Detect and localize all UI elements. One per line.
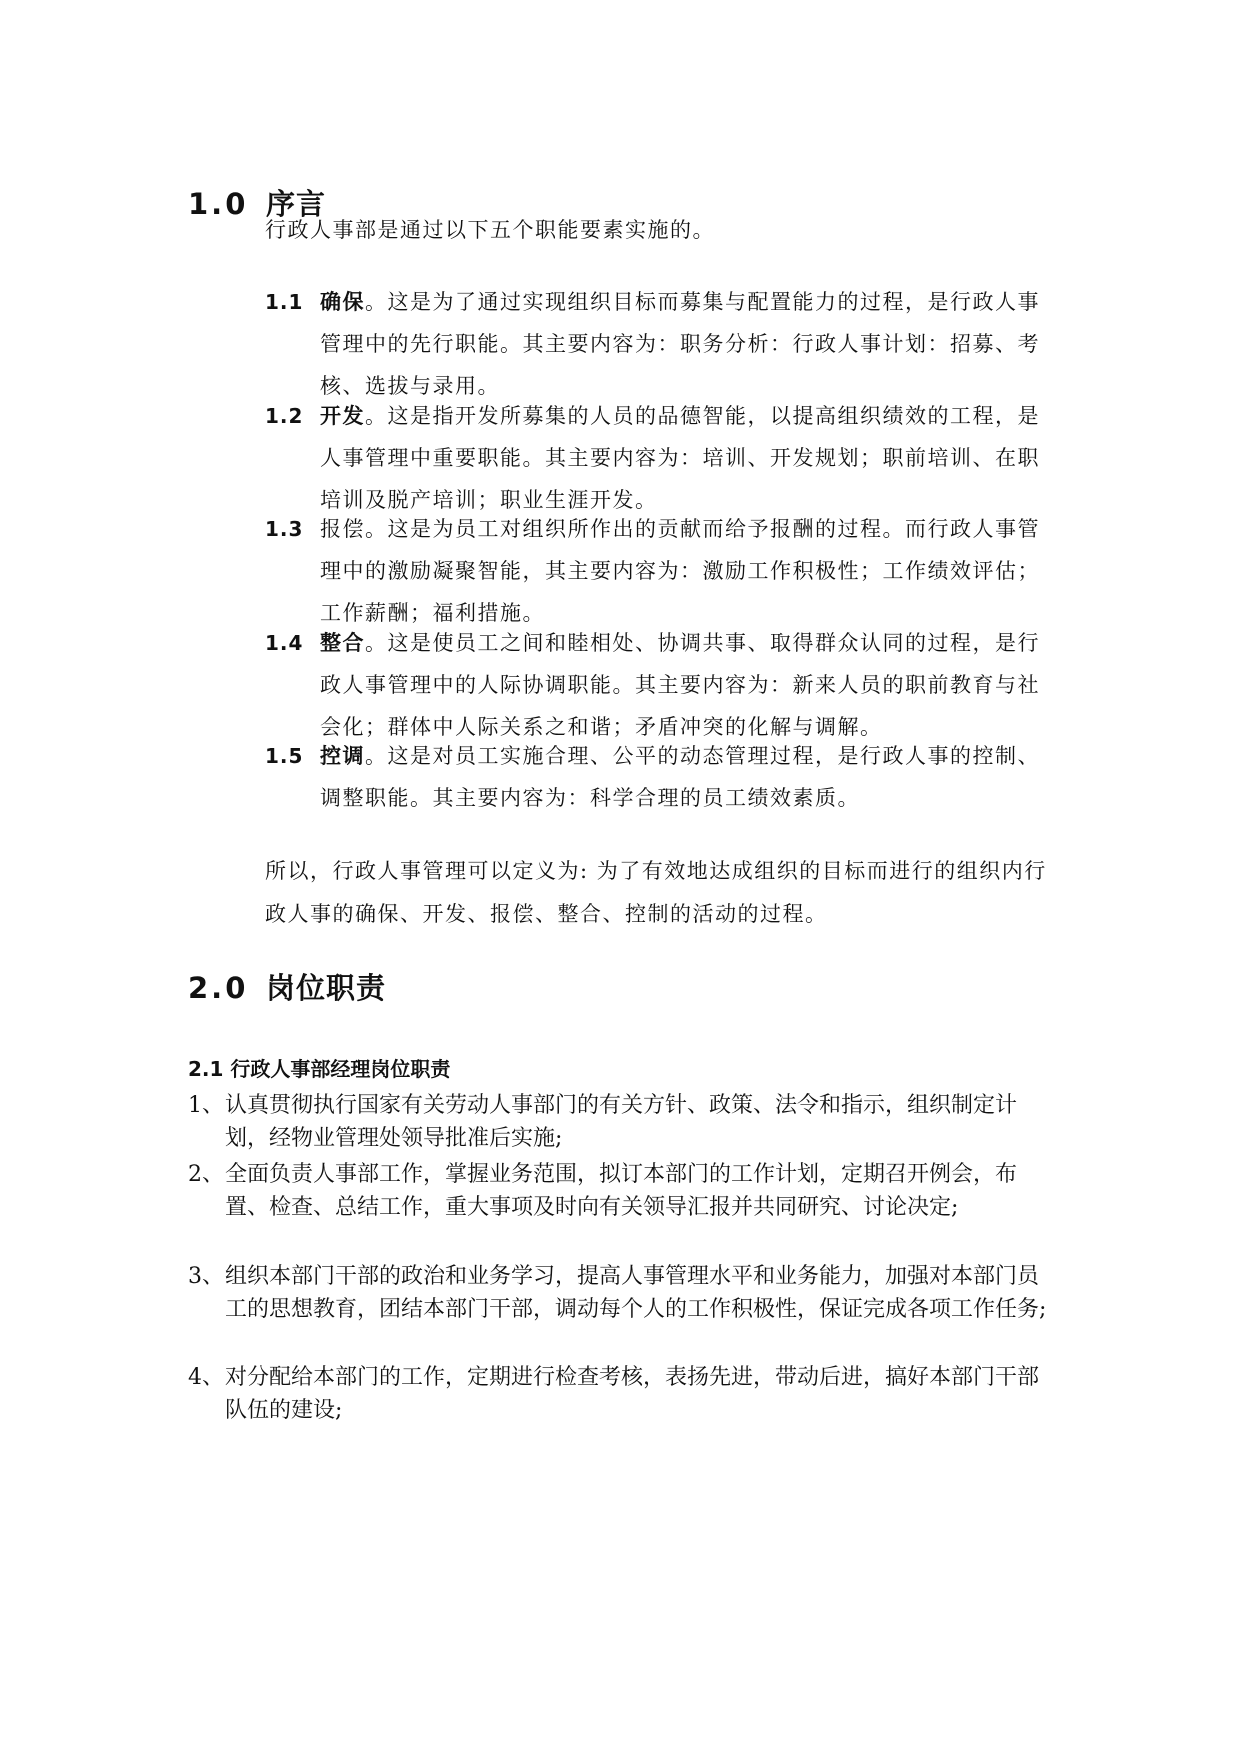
duty-number: 3、: [188, 1264, 224, 1289]
item-term: 报偿: [320, 517, 365, 541]
duty-item-2: [188, 1158, 1058, 1224]
item-number: 1.5: [265, 744, 304, 768]
section-1-number: 1.0: [188, 187, 249, 221]
item-1-2: [265, 395, 1055, 521]
subsection-2-1-heading: 2.1 行政人事部经理岗位职责: [188, 1057, 451, 1081]
item-1-5: [265, 735, 1055, 819]
section-2-number: 2.0: [188, 971, 249, 1005]
item-1-3: [265, 508, 1055, 634]
section-1-conclusion: 所以，行政人事管理可以定义为: 为了有效地达成组织的目标而进行的组织内行政人事的确保、开发、报偿、整合、控制的活动的过程。: [265, 859, 1047, 926]
item-term: 开发: [320, 403, 365, 428]
section-1-intro: 行政人事部是通过以下五个职能要素实施的。: [265, 218, 715, 242]
item-text: 。这是对员工实施合理、公平的动态管理过程，是行政人事的控制、调整职能。其主要内容为：科学合理的员工绩效素质。: [320, 744, 1040, 810]
item-term: 控调: [320, 743, 365, 768]
duty-number: 2、: [188, 1162, 224, 1187]
item-text: 。这是为了通过实现组织目标而募集与配置能力的过程，是行政人事管理中的先行职能。其主要内容为：职务分析：行政人事计划：招募、考核、选拔与录用。: [320, 290, 1040, 398]
duty-text: 对分配给本部门的工作，定期进行检查考核，表扬先进，带动后进，搞好本部门干部队伍的建设;: [225, 1365, 1040, 1423]
duty-number: 4、: [188, 1365, 224, 1390]
duty-text: 组织本部门干部的政治和业务学习，提高人事管理水平和业务能力，加强对本部门员工的思想教育，团结本部门干部，调动每个人的工作积极性，保证完成各项工作任务;: [225, 1264, 1047, 1322]
item-number: 1.2: [265, 404, 304, 428]
item-1-4: [265, 622, 1055, 748]
section-2-title: 岗位职责: [266, 971, 387, 1005]
duty-text: 全面负责人事部工作，掌握业务范围，拟订本部门的工作计划，定期召开例会，布置、检查、总结工作，重大事项及时向有关领导汇报并共同研究、讨论决定;: [225, 1162, 1018, 1220]
item-1-1: [265, 281, 1055, 407]
duty-number: 1、: [188, 1093, 224, 1118]
duty-item-3: [188, 1260, 1058, 1326]
section-1-title: 序言: [266, 187, 327, 221]
item-term: 整合: [320, 630, 365, 655]
item-number: 1.4: [265, 631, 304, 655]
duty-item-4: [188, 1361, 1058, 1427]
section-2-heading: [188, 970, 386, 1006]
duty-text: 认真贯彻执行国家有关劳动人事部门的有关方针、政策、法令和指示，组织制定计划，经物业管理处领导批准后实施;: [225, 1093, 1018, 1151]
item-text: 。这是指开发所募集的人员的品德智能，以提高组织绩效的工程，是人事管理中重要职能。其主要内容为：培训、开发规划；职前培训、在职培训及脱产培训；职业生涯开发。: [320, 404, 1040, 512]
item-term: 确保: [320, 289, 365, 314]
item-number: 1.1: [265, 290, 304, 314]
item-text: 。这是为员工对组织所作出的贡献而给予报酬的过程。而行政人事管理中的激励凝聚智能，其主要内容为：激励工作积极性；工作绩效评估；工作薪酬；福利措施。: [320, 517, 1040, 625]
item-text: 。这是使员工之间和睦相处、协调共事、取得群众认同的过程，是行政人事管理中的人际协调职能。其主要内容为：新来人员的职前教育与社会化；群体中人际关系之和谐；矛盾冲突的化解与调解。: [320, 631, 1040, 739]
item-number: 1.3: [265, 517, 304, 541]
duty-item-1: [188, 1089, 1058, 1155]
